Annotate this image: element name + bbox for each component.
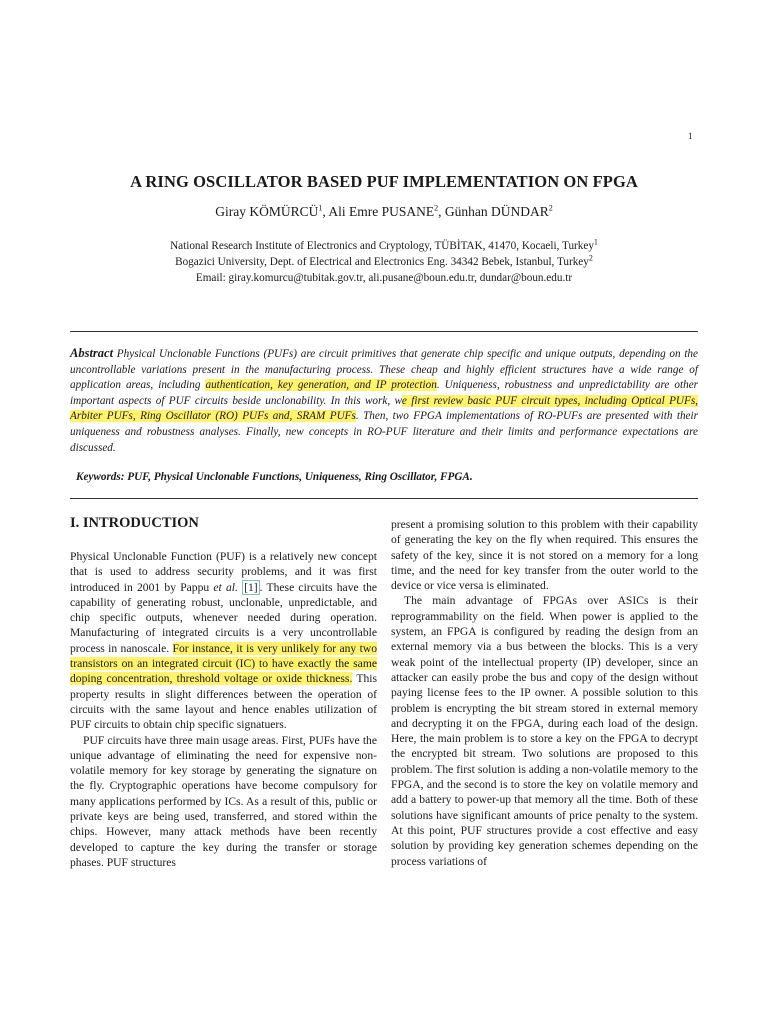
page-number: 1 [688,131,693,141]
text-highlight: For instance, it is very unlikely for any two transistors on an integrated circuit (IC) to have exactly the same doping concentration, threshold voltage or oxide thickness. [70,641,377,686]
abstract-text: . Uniqueness, robustness and unpredictability are other important aspects of PUF circuits beside unclonability. In this work, w [70,379,699,407]
abstract-highlight: authentication, key generation, and IP protection [205,379,437,392]
author-name: Günhan DÜNDAR [444,204,549,219]
abstract-text: Physical Unclonable Functions (PUFs) are circuit primitives that generate chip specific and unique outputs, depending on the uncontrollable variations present in the manufacturing process. These cheap and highly efficient structures have a wide range of application areas, including [70,348,698,392]
author-affiliation-mark: 2 [548,203,553,213]
paragraph: Physical Unclonable Function (PUF) is a relatively new concept that is used to address security problems, and it was first introduced in 2001 by Pappu et al. [1] . These circuits have the capability of generating robust, unclonable, unpredictable, and chip specific outputs, whenever needed during operation. Manufacturing of integrated circuits is a very uncontrollable process in nanoscale. For instance, it is very unlikely for any two transistors on an integrated circuit (IC) to have exactly the same doping concentration, threshold voltage or oxide thickness. This property results in slight differences between the operation of circuits with the same layout and hence enables utilization of PUF circuits to obtain chip specific signatuers. [70,550,378,732]
affiliation-line: Bogazici University, Dept. of Electrical and Electronics Eng. 34342 Bebek, Istanbul, Turkey$^2$ [175,253,593,268]
left-column [70,549,377,870]
author-affiliation-mark: 1 [318,203,323,213]
divider-bottom [70,498,698,499]
et-al: et al. [213,580,238,594]
right-column [391,517,698,869]
keywords: Keywords: PUF, Physical Unclonable Functions, Uniqueness, Ring Oscillator, FPGA. [76,471,473,483]
author-list: Giray KÖMÜRCÜ$^1$, Ali Emre PUSANE$^2$, Günhan DÜNDAR$^2$ [215,203,553,219]
divider-top [70,331,698,332]
affiliations [0,238,768,286]
author-name: Ali Emre PUSANE [328,204,435,219]
paragraph: The main advantage of FPGAs over ASICs is their reprogrammability on the field. When power is applied to the system, an FPGA is configured by reading the design from an external memory via a bus between the blocks. This is a very weak point of the intellectual property (IP) developer, since an attacker can easily probe the bus and copy of the design without paying license fees to the IP owner. A possible solution to this problem is encrypting the bit stream stored in external memory and decrypting it on the FPGA, during each load of the design. Here, the main problem is to store a key on the FPGA to decrypt the encrypted bit stream. Two solutions are proposed to this problem. The first solution is adding a non-volatile memory to the FPGA, and the second is to store the key on volatile memory and add a battery to power-up that memory all the time. Both of these solutions have significant amounts of price penalty to the system. At this point, PUF structures provide a cost effective and easy solution by providing key generation schemes depending on the process variations of [391,594,698,868]
citation-link[interactable]: [1] [244,580,258,594]
abstract [70,346,698,456]
section-heading: I. INTRODUCTION [70,515,199,531]
abstract-highlight: e first review basic PUF circuit types, including Optical PUFs, Arbiter PUFs, Ring Oscillator (RO) PUFs and, SRAM PUFs [70,394,698,423]
paragraph: present a promising solution to this problem with their capability of generating the key on the fly when required. This ensures the safety of the key, since it is not stored on a memory for a long time, and the need for key transfer from the outer world to the device or vice versa is eliminated. [391,518,698,593]
paragraph: PUF circuits have three main usage areas. First, PUFs have the unique advantage of eliminating the need for expensive non-volatile memory for key storage by generating the signature on the fly. Cryptographic operations have become compulsory for many applications performed by ICs. As a result of this, public or private keys are being used, transferred, and stored within the chips. However, many attack methods have been recently developed to capture the key during the transfer or storage phases. PUF structures [70,733,377,869]
abstract-text: . Then, two FPGA implementations of RO-PUFs are presented with their uniqueness and robustness analyses. Finally, new concepts in RO-PUF literature and their limits and performance expectations are discussed. [70,410,698,454]
affiliation-line: National Research Institute of Electronics and Cryptology, TÜBİTAK, 41470, Kocaeli, Turkey$^1$ [170,237,598,252]
author-affiliation-mark: 2 [434,203,439,213]
abstract-label: Abstract [70,346,114,360]
paper-title: A RING OSCILLATOR BASED PUF IMPLEMENTATION ON FPGA [130,172,638,191]
author-name: Giray KÖMÜRCÜ [215,204,319,219]
email-line: Email: giray.komurcu@tubitak.gov.tr, ali.pusane@boun.edu.tr, dundar@boun.edu.tr [195,272,573,284]
